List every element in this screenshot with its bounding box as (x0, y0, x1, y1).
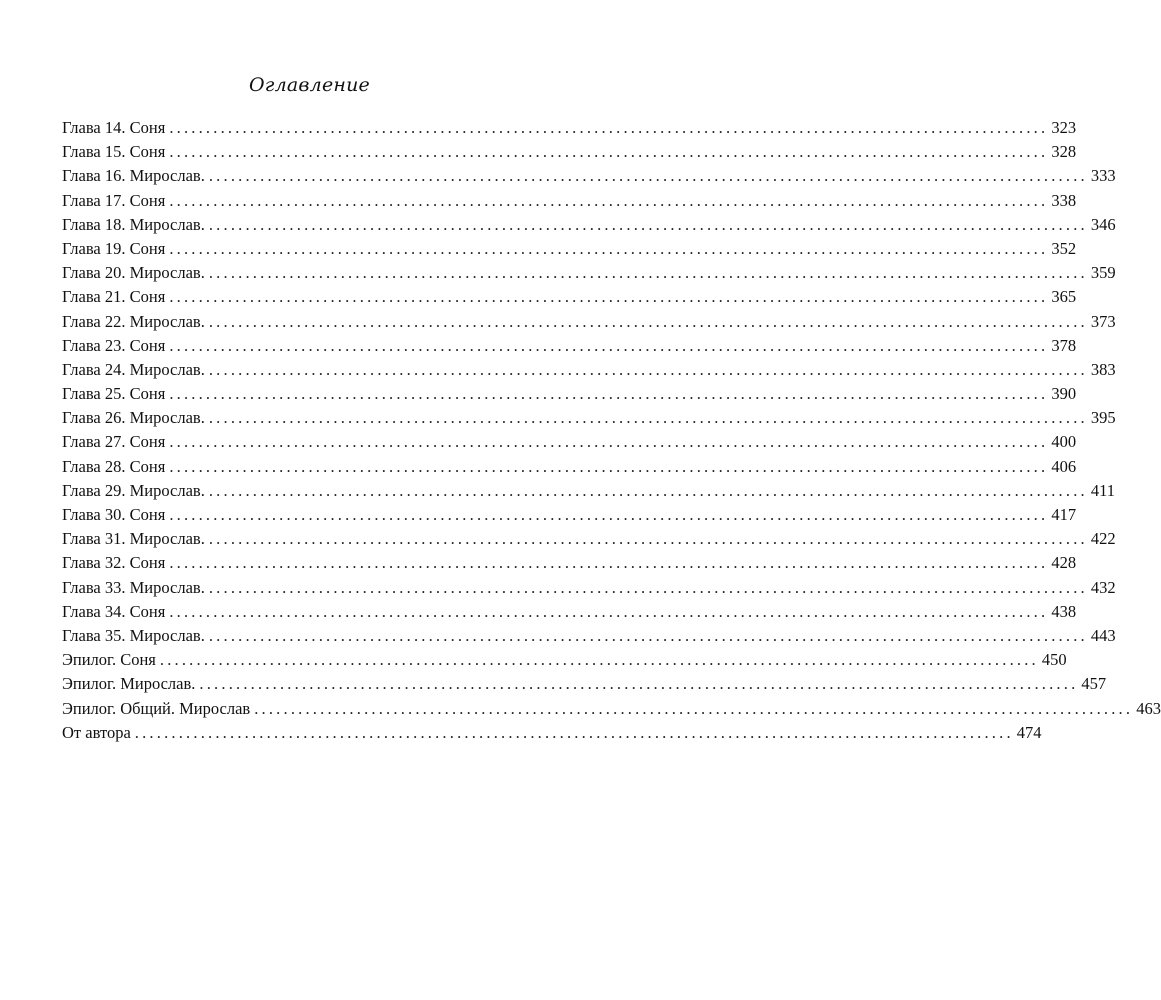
toc-leader-dots: ........................................................................................................................ (169, 190, 1049, 210)
toc-leader-dots: ........................................................................................................................ (254, 698, 1134, 718)
toc-leader-dots: ........................................................................................................................ (169, 432, 1049, 452)
toc-entry-page: 346 (1090, 214, 1116, 234)
toc-leader-dots: ........................................................................................................................ (169, 553, 1049, 573)
toc-entry-page: 333 (1090, 166, 1116, 186)
toc-entry-page: 390 (1051, 384, 1077, 404)
toc-entry (62, 672, 1107, 696)
table-of-contents (62, 116, 1161, 745)
toc-entry (62, 624, 1116, 648)
toc-entry (62, 237, 1077, 261)
toc-leader-dots: ........................................................................................................................ (169, 287, 1049, 307)
toc-entry-page: 365 (1051, 287, 1077, 307)
toc-entry-label: Глава 17. Соня (62, 190, 166, 210)
toc-entry-page: 474 (1016, 722, 1042, 742)
toc-entry (62, 116, 1077, 140)
toc-entry-page: 406 (1051, 456, 1077, 476)
toc-entry-label: Глава 27. Соня (62, 432, 166, 452)
toc-entry-label: Глава 34. Соня (62, 601, 166, 621)
toc-entry-page: 428 (1051, 553, 1077, 573)
toc-entry-page: 422 (1090, 529, 1116, 549)
toc-leader-dots: ........................................................................................................................ (208, 311, 1088, 331)
toc-entry-label: Глава 29. Мирослав. (62, 480, 205, 500)
toc-leader-dots: ........................................................................................................................ (169, 335, 1049, 355)
toc-leader-dots: ........................................................................................................................ (208, 263, 1088, 283)
toc-entry (62, 455, 1077, 479)
toc-entry-label: Глава 20. Мирослав. (62, 263, 205, 283)
toc-entry (62, 164, 1116, 188)
toc-entry-page: 457 (1081, 674, 1107, 694)
toc-entry-label: Глава 22. Мирослав. (62, 311, 205, 331)
toc-leader-dots: ........................................................................................................................ (169, 238, 1049, 258)
toc-entry-page: 383 (1090, 359, 1116, 379)
toc-entry (62, 503, 1077, 527)
toc-leader-dots: ........................................................................................................................ (208, 529, 1088, 549)
toc-leader-dots: ........................................................................................................................ (208, 214, 1088, 234)
toc-entry (62, 261, 1116, 285)
toc-entry-label: Эпилог. Мирослав. (62, 674, 196, 694)
toc-entry (62, 527, 1116, 551)
toc-entry-label: Глава 32. Соня (62, 553, 166, 573)
toc-leader-dots: ........................................................................................................................ (169, 601, 1049, 621)
toc-entry-page: 438 (1051, 601, 1077, 621)
toc-entry (62, 576, 1116, 600)
toc-entry-label: Эпилог. Соня (62, 650, 156, 670)
toc-leader-dots: ........................................................................................................................ (134, 722, 1014, 742)
toc-entry-label: Глава 16. Мирослав. (62, 166, 205, 186)
toc-leader-dots: ........................................................................................................................ (169, 142, 1049, 162)
toc-entry-label: Глава 26. Мирослав. (62, 408, 205, 428)
toc-entry-label: Глава 23. Соня (62, 335, 166, 355)
toc-entry-label: От автора (62, 722, 131, 742)
toc-leader-dots: ........................................................................................................................ (199, 674, 1079, 694)
toc-entry-label: Глава 18. Мирослав. (62, 214, 205, 234)
toc-entry-label: Глава 30. Соня (62, 505, 166, 524)
toc-entry-label: Глава 24. Мирослав. (62, 359, 205, 379)
toc-entry (62, 600, 1077, 624)
toc-entry-page: 417 (1051, 505, 1077, 524)
toc-entry (62, 648, 1067, 672)
toc-entry (62, 334, 1077, 358)
toc-leader-dots: ........................................................................................................................ (208, 359, 1088, 379)
toc-entry-page: 352 (1051, 238, 1077, 258)
toc-entry (62, 310, 1116, 334)
toc-entry-label: Глава 31. Мирослав. (62, 529, 205, 549)
toc-leader-dots: ........................................................................................................................ (208, 166, 1088, 186)
toc-entry-page: 395 (1090, 408, 1116, 428)
toc-entry-page: 432 (1090, 577, 1116, 597)
toc-leader-dots: ........................................................................................................................ (208, 625, 1088, 645)
toc-entry-label: Глава 19. Соня (62, 238, 166, 258)
toc-entry-page: 378 (1051, 335, 1077, 355)
toc-leader-dots: ........................................................................................................................ (169, 384, 1049, 404)
toc-leader-dots: ........................................................................................................................ (169, 456, 1049, 476)
toc-entry-page: 338 (1051, 190, 1077, 210)
toc-entry (62, 189, 1077, 213)
toc-entry-page: 400 (1051, 432, 1077, 452)
toc-entry (62, 213, 1116, 237)
toc-leader-dots: ........................................................................................................................ (159, 650, 1039, 670)
toc-entry (62, 140, 1077, 164)
toc-leader-dots: ........................................................................................................................ (169, 505, 1049, 524)
toc-entry-page: 323 (1051, 118, 1077, 137)
toc-entry-label: Глава 28. Соня (62, 456, 166, 476)
toc-entry-label: Глава 15. Соня (62, 142, 166, 162)
toc-leader-dots: ........................................................................................................................ (208, 577, 1088, 597)
toc-leader-dots: ........................................................................................................................ (208, 480, 1088, 500)
toc-entry-page: 450 (1041, 650, 1067, 670)
toc-entry-label: Глава 21. Соня (62, 287, 166, 307)
toc-entry (62, 430, 1077, 454)
page-title: Оглавление (248, 74, 370, 96)
toc-entry-label: Глава 35. Мирослав. (62, 625, 205, 645)
toc-entry (62, 382, 1077, 406)
toc-entry-page: 359 (1090, 263, 1116, 283)
toc-entry-label: Глава 25. Соня (62, 384, 166, 404)
toc-entry (62, 358, 1116, 382)
toc-entry (62, 285, 1077, 309)
toc-entry-label: Глава 33. Мирослав. (62, 577, 205, 597)
toc-entry (62, 479, 1115, 503)
toc-entry-label: Глава 14. Соня (62, 118, 166, 137)
toc-entry (62, 551, 1077, 575)
toc-entry-label: Эпилог. Общий. Мирослав (62, 698, 251, 718)
toc-entry-page: 463 (1136, 698, 1161, 718)
toc-leader-dots: ........................................................................................................................ (208, 408, 1088, 428)
toc-entry-page: 328 (1051, 142, 1077, 162)
toc-entry (62, 697, 1161, 721)
toc-leader-dots: ........................................................................................................................ (169, 118, 1049, 137)
toc-entry-page: 373 (1090, 311, 1116, 331)
toc-entry (62, 721, 1042, 745)
toc-entry-page: 411 (1090, 480, 1115, 500)
toc-entry-page: 443 (1090, 625, 1116, 645)
toc-entry (62, 406, 1116, 430)
